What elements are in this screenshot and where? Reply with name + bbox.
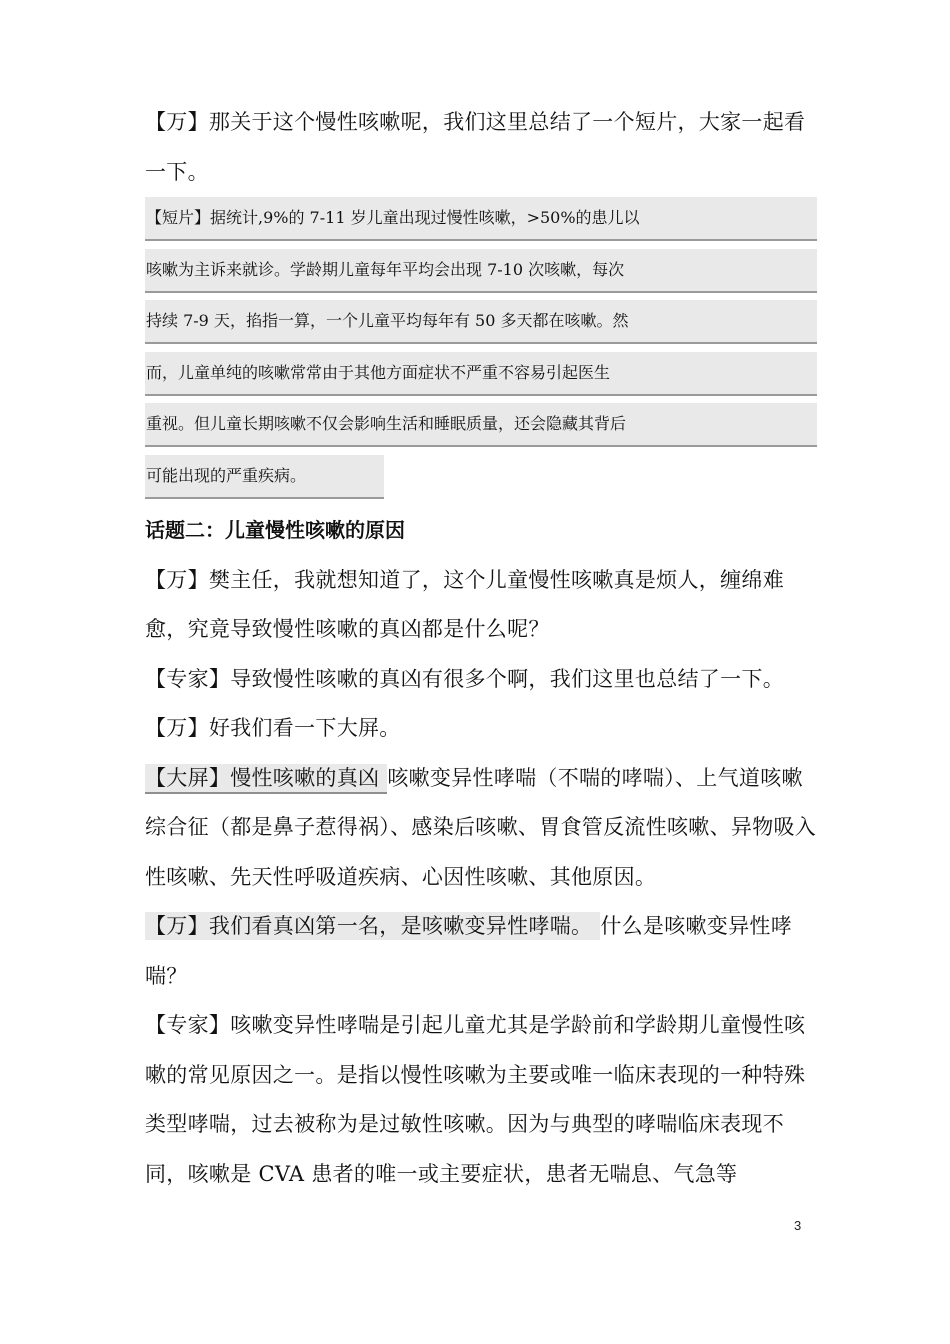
short-film-line: 【短片】据统计,9%的 7-11 岁儿童出现过慢性咳嗽，>50%的患儿以 <box>145 197 817 241</box>
short-film-line: 持续 7-9 天，掐指一算，一个儿童平均每年有 50 多天都在咳嗽。然 <box>145 300 817 344</box>
document-body <box>145 98 817 1199</box>
host-cva-shaded: 【万】我们看真凶第一名，是咳嗽变异性哮喘。 <box>145 912 600 940</box>
paragraph-expert-answer: 【专家】导致慢性咳嗽的真凶有很多个啊，我们这里也总结了一下。 <box>145 666 784 691</box>
short-film-line: 而，儿童单纯的咳嗽常常由于其他方面症状不严重不容易引起医生 <box>145 352 817 396</box>
section-heading: 话题二：儿童慢性咳嗽的原因 <box>145 518 405 542</box>
paragraph-host-screen: 【万】好我们看一下大屏。 <box>145 716 401 740</box>
paragraph-big-screen <box>145 754 817 903</box>
big-screen-content: 咳嗽变异性哮喘（不喘的哮喘）、上气道咳嗽综合征（都是鼻子惹得祸）、感染后咳嗽、胃食管反流性咳嗽、异物吸入性咳嗽、先天性呼吸道疾病、心因性咳嗽、其他原因。 <box>145 765 817 889</box>
paragraph-host-question: 【万】樊主任，我就想知道了，这个儿童慢性咳嗽真是烦人，缠绵难愈，究竟导致慢性咳嗽的真凶都是什么呢？ <box>145 567 784 641</box>
short-film-line: 重视。但儿童长期咳嗽不仅会影响生活和睡眠质量，还会隐藏其背后 <box>145 403 817 447</box>
short-film-block <box>145 197 817 499</box>
host-cva-question: 什么是咳嗽变异性哮喘？ <box>145 914 793 988</box>
page-number: 3 <box>794 1218 802 1233</box>
short-film-line: 咳嗽为主诉来就诊。学龄期儿童每年平均会出现 7-10 次咳嗽，每次 <box>145 249 817 293</box>
short-film-line: 可能出现的严重疾病。 <box>145 455 384 499</box>
paragraph-host-cva <box>145 902 817 1001</box>
paragraph-intro: 【万】那关于这个慢性咳嗽呢，我们这里总结了一个短片，大家一起看一下。 <box>145 110 806 184</box>
paragraph-expert-cva: 【专家】咳嗽变异性哮喘是引起儿童尤其是学龄前和学龄期儿童慢性咳嗽的常见原因之一。是指以慢性咳嗽为主要或唯一临床表现的一种特殊类型哮喘，过去被称为是过敏性咳嗽。因为与典型的哮喘临床表现不同，咳嗽是 CVA 患者的唯一或主要症状，患者无喘息、气急等 <box>145 1013 806 1186</box>
big-screen-label: 【大屏】慢性咳嗽的真凶 <box>145 764 387 794</box>
